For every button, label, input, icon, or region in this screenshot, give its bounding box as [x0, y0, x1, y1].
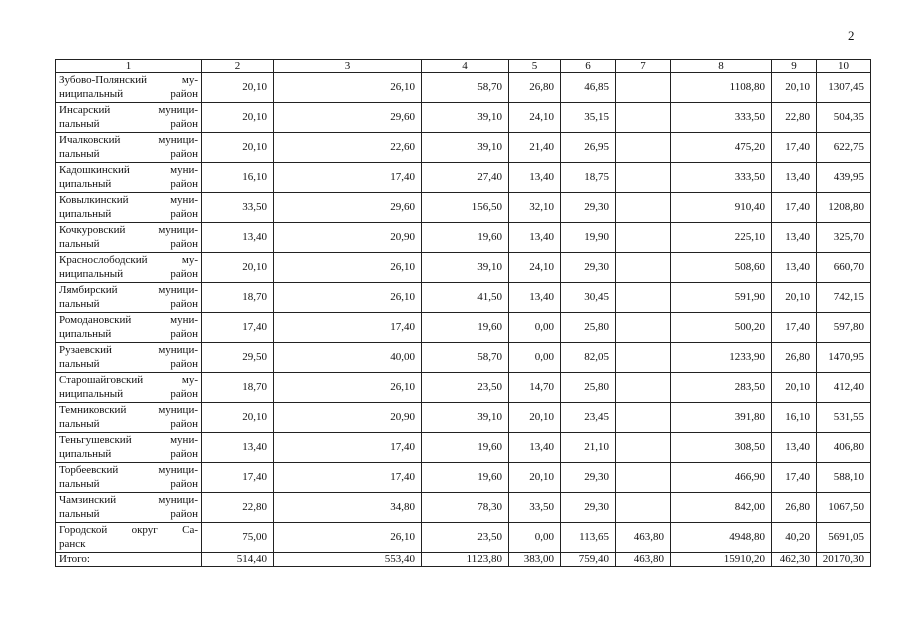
total-value-col-9: 462,30	[772, 553, 817, 567]
value-cell-col-2: 17,40	[202, 463, 274, 493]
value-cell-col-9: 22,80	[772, 103, 817, 133]
value-cell-col-3: 20,90	[274, 403, 422, 433]
value-cell-col-7	[616, 163, 671, 193]
value-cell-col-7	[616, 73, 671, 103]
district-name-line-1: Ковылкинский муни-	[59, 194, 198, 206]
value-cell-col-6: 35,15	[561, 103, 616, 133]
district-name-cell	[56, 223, 202, 253]
district-name-line-2: ниципальный район	[59, 387, 198, 400]
district-name-line-1: Кадошкинский муни-	[59, 164, 198, 176]
value-cell-col-6: 113,65	[561, 523, 616, 553]
column-header-10: 10	[817, 60, 871, 73]
value-cell-col-10: 504,35	[817, 103, 871, 133]
value-cell-col-8: 500,20	[671, 313, 772, 343]
value-cell-col-5: 0,00	[509, 313, 561, 343]
value-cell-col-3: 40,00	[274, 343, 422, 373]
table-row	[56, 343, 871, 373]
value-cell-col-8: 475,20	[671, 133, 772, 163]
value-cell-col-7: 463,80	[616, 523, 671, 553]
value-cell-col-10: 325,70	[817, 223, 871, 253]
district-name-cell	[56, 193, 202, 223]
value-cell-col-9: 20,10	[772, 283, 817, 313]
district-name-line-2: ципальный район	[59, 207, 198, 220]
column-header-3: 3	[274, 60, 422, 73]
value-cell-col-7	[616, 313, 671, 343]
total-label: Итого:	[56, 553, 202, 567]
table-row	[56, 373, 871, 403]
value-cell-col-6: 18,75	[561, 163, 616, 193]
value-cell-col-8: 1233,90	[671, 343, 772, 373]
district-name-line-2: пальный район	[59, 117, 198, 130]
value-cell-col-9: 20,10	[772, 73, 817, 103]
value-cell-col-6: 30,45	[561, 283, 616, 313]
district-name-line-1: Рузаевский муници-	[59, 344, 198, 356]
value-cell-col-3: 26,10	[274, 253, 422, 283]
district-name-line-1: Старошайговский му-	[59, 374, 198, 386]
value-cell-col-6: 26,95	[561, 133, 616, 163]
district-name-line-1: Зубово-Полянский му-	[59, 74, 198, 86]
district-name-line-2: ранск	[59, 537, 86, 550]
column-header-9: 9	[772, 60, 817, 73]
value-cell-col-9: 26,80	[772, 493, 817, 523]
value-cell-col-10: 1208,80	[817, 193, 871, 223]
value-cell-col-3: 17,40	[274, 463, 422, 493]
value-cell-col-10: 406,80	[817, 433, 871, 463]
value-cell-col-4: 58,70	[422, 343, 509, 373]
value-cell-col-3: 22,60	[274, 133, 422, 163]
value-cell-col-7	[616, 133, 671, 163]
district-name-line-2: ципальный район	[59, 177, 198, 190]
table-body	[56, 73, 871, 567]
value-cell-col-6: 25,80	[561, 373, 616, 403]
value-cell-col-5: 20,10	[509, 403, 561, 433]
district-name-cell	[56, 133, 202, 163]
table-row	[56, 493, 871, 523]
value-cell-col-2: 20,10	[202, 253, 274, 283]
value-cell-col-6: 25,80	[561, 313, 616, 343]
district-name-line-2: пальный район	[59, 477, 198, 490]
value-cell-col-4: 19,60	[422, 223, 509, 253]
value-cell-col-9: 40,20	[772, 523, 817, 553]
district-name-line-2: пальный район	[59, 297, 198, 310]
district-name-line-1: Чамзинский муници-	[59, 494, 198, 506]
value-cell-col-7	[616, 343, 671, 373]
table-row	[56, 163, 871, 193]
value-cell-col-8: 308,50	[671, 433, 772, 463]
data-table	[55, 59, 871, 567]
district-name-cell	[56, 523, 202, 553]
value-cell-col-5: 24,10	[509, 103, 561, 133]
value-cell-col-7	[616, 103, 671, 133]
value-cell-col-2: 13,40	[202, 223, 274, 253]
value-cell-col-9: 16,10	[772, 403, 817, 433]
value-cell-col-8: 283,50	[671, 373, 772, 403]
value-cell-col-8: 842,00	[671, 493, 772, 523]
value-cell-col-4: 39,10	[422, 133, 509, 163]
table-row	[56, 523, 871, 553]
value-cell-col-4: 27,40	[422, 163, 509, 193]
value-cell-col-5: 26,80	[509, 73, 561, 103]
column-header-6: 6	[561, 60, 616, 73]
value-cell-col-5: 0,00	[509, 523, 561, 553]
header-row	[56, 60, 871, 73]
value-cell-col-8: 508,60	[671, 253, 772, 283]
value-cell-col-7	[616, 493, 671, 523]
value-cell-col-2: 20,10	[202, 133, 274, 163]
district-name-line-2: пальный район	[59, 357, 198, 370]
value-cell-col-4: 39,10	[422, 403, 509, 433]
value-cell-col-10: 660,70	[817, 253, 871, 283]
value-cell-col-6: 21,10	[561, 433, 616, 463]
value-cell-col-7	[616, 463, 671, 493]
value-cell-col-4: 39,10	[422, 253, 509, 283]
district-name-cell	[56, 313, 202, 343]
table-row	[56, 403, 871, 433]
total-value-col-10: 20170,30	[817, 553, 871, 567]
value-cell-col-5: 13,40	[509, 223, 561, 253]
district-name-line-1: Кочкуровский муници-	[59, 224, 198, 236]
value-cell-col-4: 19,60	[422, 463, 509, 493]
value-cell-col-4: 19,60	[422, 313, 509, 343]
table-row	[56, 463, 871, 493]
table-row	[56, 193, 871, 223]
value-cell-col-5: 14,70	[509, 373, 561, 403]
district-name-cell	[56, 343, 202, 373]
value-cell-col-2: 13,40	[202, 433, 274, 463]
value-cell-col-5: 13,40	[509, 163, 561, 193]
district-name-cell	[56, 103, 202, 133]
value-cell-col-5: 32,10	[509, 193, 561, 223]
column-header-1: 1	[56, 60, 202, 73]
value-cell-col-9: 20,10	[772, 373, 817, 403]
value-cell-col-8: 466,90	[671, 463, 772, 493]
value-cell-col-6: 23,45	[561, 403, 616, 433]
value-cell-col-4: 78,30	[422, 493, 509, 523]
district-name-line-1: Торбеевский муници-	[59, 464, 198, 476]
total-value-col-6: 759,40	[561, 553, 616, 567]
value-cell-col-10: 742,15	[817, 283, 871, 313]
value-cell-col-9: 17,40	[772, 463, 817, 493]
district-name-line-2: ниципальный район	[59, 267, 198, 280]
value-cell-col-2: 16,10	[202, 163, 274, 193]
value-cell-col-7	[616, 283, 671, 313]
value-cell-col-6: 29,30	[561, 193, 616, 223]
value-cell-col-9: 17,40	[772, 193, 817, 223]
column-header-4: 4	[422, 60, 509, 73]
value-cell-col-5: 0,00	[509, 343, 561, 373]
value-cell-col-2: 18,70	[202, 283, 274, 313]
district-name-cell	[56, 373, 202, 403]
value-cell-col-5: 21,40	[509, 133, 561, 163]
value-cell-col-5: 33,50	[509, 493, 561, 523]
value-cell-col-3: 26,10	[274, 373, 422, 403]
table-row	[56, 133, 871, 163]
value-cell-col-10: 622,75	[817, 133, 871, 163]
value-cell-col-7	[616, 223, 671, 253]
value-cell-col-3: 26,10	[274, 283, 422, 313]
table-row	[56, 223, 871, 253]
column-header-7: 7	[616, 60, 671, 73]
value-cell-col-3: 20,90	[274, 223, 422, 253]
value-cell-col-4: 19,60	[422, 433, 509, 463]
district-name-cell	[56, 463, 202, 493]
value-cell-col-3: 26,10	[274, 523, 422, 553]
district-name-line-1: Темниковский муници-	[59, 404, 198, 416]
district-name-line-2: пальный район	[59, 507, 198, 520]
value-cell-col-3: 17,40	[274, 433, 422, 463]
district-name-line-1: Теньгушевский муни-	[59, 434, 198, 446]
value-cell-col-2: 18,70	[202, 373, 274, 403]
total-row	[56, 553, 871, 567]
district-name-line-1: Краснослободский му-	[59, 254, 198, 266]
value-cell-col-10: 1307,45	[817, 73, 871, 103]
value-cell-col-6: 82,05	[561, 343, 616, 373]
value-cell-col-8: 4948,80	[671, 523, 772, 553]
value-cell-col-7	[616, 373, 671, 403]
value-cell-col-2: 20,10	[202, 403, 274, 433]
value-cell-col-6: 29,30	[561, 253, 616, 283]
value-cell-col-9: 17,40	[772, 133, 817, 163]
table-row	[56, 73, 871, 103]
total-value-col-8: 15910,20	[671, 553, 772, 567]
district-name-line-2: пальный район	[59, 237, 198, 250]
district-name-line-2: ципальный район	[59, 447, 198, 460]
value-cell-col-7	[616, 433, 671, 463]
value-cell-col-8: 391,80	[671, 403, 772, 433]
value-cell-col-5: 13,40	[509, 283, 561, 313]
value-cell-col-2: 20,10	[202, 73, 274, 103]
table-row	[56, 433, 871, 463]
value-cell-col-9: 26,80	[772, 343, 817, 373]
value-cell-col-10: 1470,95	[817, 343, 871, 373]
value-cell-col-8: 333,50	[671, 163, 772, 193]
total-value-col-3: 553,40	[274, 553, 422, 567]
value-cell-col-10: 588,10	[817, 463, 871, 493]
table-row	[56, 253, 871, 283]
value-cell-col-10: 439,95	[817, 163, 871, 193]
value-cell-col-9: 13,40	[772, 433, 817, 463]
value-cell-col-8: 225,10	[671, 223, 772, 253]
value-cell-col-8: 1108,80	[671, 73, 772, 103]
value-cell-col-6: 29,30	[561, 493, 616, 523]
table-row	[56, 103, 871, 133]
value-cell-col-8: 591,90	[671, 283, 772, 313]
district-name-cell	[56, 283, 202, 313]
value-cell-col-8: 333,50	[671, 103, 772, 133]
value-cell-col-9: 13,40	[772, 253, 817, 283]
value-cell-col-2: 22,80	[202, 493, 274, 523]
value-cell-col-2: 33,50	[202, 193, 274, 223]
value-cell-col-10: 597,80	[817, 313, 871, 343]
district-name-line-1: Лямбирский муници-	[59, 284, 198, 296]
value-cell-col-5: 20,10	[509, 463, 561, 493]
value-cell-col-8: 910,40	[671, 193, 772, 223]
district-name-cell	[56, 163, 202, 193]
value-cell-col-10: 1067,50	[817, 493, 871, 523]
value-cell-col-4: 156,50	[422, 193, 509, 223]
value-cell-col-4: 39,10	[422, 103, 509, 133]
total-value-col-4: 1123,80	[422, 553, 509, 567]
total-value-col-7: 463,80	[616, 553, 671, 567]
district-name-line-1: Городской округ Са-	[59, 524, 198, 536]
value-cell-col-3: 17,40	[274, 313, 422, 343]
district-name-line-2: ниципальный район	[59, 87, 198, 100]
value-cell-col-9: 13,40	[772, 223, 817, 253]
column-header-8: 8	[671, 60, 772, 73]
district-name-cell	[56, 433, 202, 463]
district-name-cell	[56, 73, 202, 103]
value-cell-col-7	[616, 253, 671, 283]
district-name-cell	[56, 253, 202, 283]
district-name-line-1: Ромодановский муни-	[59, 314, 198, 326]
value-cell-col-4: 23,50	[422, 373, 509, 403]
column-header-2: 2	[202, 60, 274, 73]
value-cell-col-5: 24,10	[509, 253, 561, 283]
value-cell-col-3: 29,60	[274, 103, 422, 133]
total-value-col-5: 383,00	[509, 553, 561, 567]
column-header-5: 5	[509, 60, 561, 73]
district-name-line-2: пальный район	[59, 417, 198, 430]
district-name-cell	[56, 493, 202, 523]
value-cell-col-2: 29,50	[202, 343, 274, 373]
value-cell-col-4: 41,50	[422, 283, 509, 313]
value-cell-col-2: 75,00	[202, 523, 274, 553]
value-cell-col-2: 20,10	[202, 103, 274, 133]
value-cell-col-5: 13,40	[509, 433, 561, 463]
value-cell-col-6: 19,90	[561, 223, 616, 253]
value-cell-col-7	[616, 193, 671, 223]
value-cell-col-6: 46,85	[561, 73, 616, 103]
value-cell-col-7	[616, 403, 671, 433]
district-name-line-2: ципальный район	[59, 327, 198, 340]
table-row	[56, 313, 871, 343]
value-cell-col-2: 17,40	[202, 313, 274, 343]
value-cell-col-6: 29,30	[561, 463, 616, 493]
value-cell-col-10: 531,55	[817, 403, 871, 433]
value-cell-col-4: 23,50	[422, 523, 509, 553]
value-cell-col-3: 26,10	[274, 73, 422, 103]
value-cell-col-4: 58,70	[422, 73, 509, 103]
value-cell-col-9: 17,40	[772, 313, 817, 343]
district-name-line-2: пальный район	[59, 147, 198, 160]
district-name-line-1: Инсарский муници-	[59, 104, 198, 116]
district-name-line-1: Ичалковский муници-	[59, 134, 198, 146]
value-cell-col-9: 13,40	[772, 163, 817, 193]
value-cell-col-10: 412,40	[817, 373, 871, 403]
value-cell-col-3: 34,80	[274, 493, 422, 523]
total-value-col-2: 514,40	[202, 553, 274, 567]
value-cell-col-10: 5691,05	[817, 523, 871, 553]
value-cell-col-3: 17,40	[274, 163, 422, 193]
page-number: 2	[848, 28, 855, 43]
table-row	[56, 283, 871, 313]
district-name-cell	[56, 403, 202, 433]
value-cell-col-3: 29,60	[274, 193, 422, 223]
